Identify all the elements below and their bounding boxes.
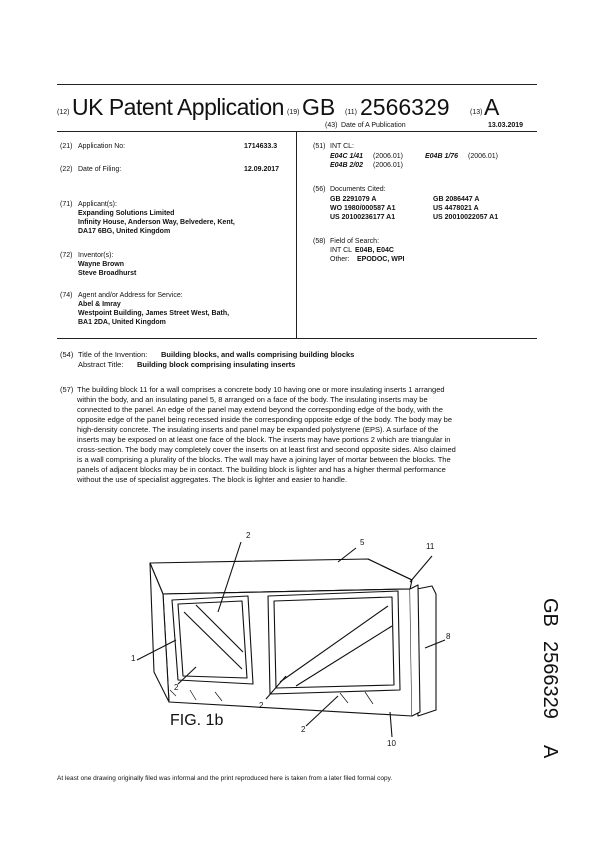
invention-title: Building blocks, and walls comprising building blocks [161, 350, 355, 359]
intcl-version: (2006.01) [373, 162, 403, 169]
pub-date-code: (43) [325, 122, 338, 129]
cited-document: GB 2086447 A [433, 196, 480, 203]
abstract-line: high-density concrete. The insulating inserts and panel may be expanded polystyrene (EPS). A surface of the [77, 425, 439, 434]
docs-code: (56) [313, 186, 326, 193]
cited-document: WO 1980/000587 A1 [330, 205, 396, 212]
intcl-code: (51) [313, 143, 326, 150]
applicant-line: Expanding Solutions Limited [78, 210, 175, 217]
label-2: 2 [246, 531, 251, 540]
label-2: 2 [301, 725, 306, 734]
label-10: 10 [387, 739, 396, 748]
country-code-19: (19) [287, 109, 300, 116]
abstract-line: inserts may be exposed on at least one face of the block. The inserts may have portions 2 which are triangular in [77, 435, 451, 444]
inventor-name: Steve Broadhurst [78, 270, 137, 277]
title-code: (54) [60, 350, 74, 359]
intcl-code-value: E04C 1/41 [330, 153, 364, 160]
label-1: 1 [131, 654, 136, 663]
field-other-label: Other: [330, 256, 350, 263]
filing-code: (22) [60, 166, 73, 173]
field-label: Field of Search: [330, 238, 380, 245]
agent-line: Westpoint Building, James Street West, Bath, [78, 310, 230, 317]
inventor-name: Wayne Brown [78, 261, 125, 268]
abstract-line: panels of adjacent blocks may be in contact. The building block is lighter and has a higher thermal performance [77, 465, 446, 474]
cited-document: US 20010022057 A1 [433, 214, 499, 221]
cited-document: US 4478021 A [433, 205, 479, 212]
side-number: 2566329 [539, 641, 561, 719]
agent-line: Abel & Imray [78, 301, 121, 308]
label-11: 11 [426, 542, 435, 551]
figure-caption: FIG. 1b [170, 712, 224, 729]
title-label: Title of the Invention: [78, 350, 148, 359]
kind: A [484, 94, 500, 120]
agent-line: BA1 2DA, United Kingdom [78, 319, 166, 326]
intcl-code-value: E04B 1/76 [425, 153, 459, 160]
applicant-line: DA17 6BG, United Kingdom [78, 228, 171, 235]
abstract-line: cross-section. The body may completely cover the inserts on at least first and second opposite sides. Also claimed [77, 445, 456, 454]
intcl-label: INT CL: [330, 143, 354, 150]
abstract-line: The building block 11 for a wall comprises a concrete body 10 having one or more insulating inserts 1 arranged [77, 385, 445, 394]
abstract-title: Building block comprising insulating inserts [137, 360, 296, 369]
country: GB [302, 94, 336, 120]
field-other: EPODOC, WPI [357, 256, 405, 263]
agent-code: (74) [60, 292, 73, 299]
filing-date: 12.09.2017 [244, 166, 280, 173]
intcl-version: (2006.01) [373, 153, 403, 160]
document-title: UK Patent Application [72, 94, 284, 120]
app-no-label: Application No: [78, 143, 126, 150]
abstract-line: without the use of specialist aggregates. The block is lighter and easier to handle. [77, 475, 348, 484]
agent-label: Agent and/or Address for Service: [78, 292, 183, 299]
filing-label: Date of Filing: [78, 166, 122, 173]
pub-date-label: Date of A Publication [341, 122, 406, 129]
inventor-code: (72) [60, 252, 73, 259]
side-country: GB [539, 598, 561, 627]
kind-code-12: (12) [57, 109, 70, 116]
abstract-line: opposite edge of the panel being recessed inside the corresponding opposite edge of the body. The body may be [77, 415, 452, 424]
footer-note: At least one drawing originally filed was informal and the print reproduced here is taken from a later filed formal copy. [57, 775, 393, 782]
applicant-code: (71) [60, 201, 73, 208]
label-2: 2 [259, 701, 264, 710]
applicant-line: Infinity House, Anderson Way, Belvedere, Kent, [78, 219, 235, 226]
docs-label: Documents Cited: [330, 186, 386, 193]
abstract-title-label: Abstract Title: [78, 360, 124, 369]
intcl-version: (2006.01) [468, 153, 498, 160]
label-2: 2 [174, 683, 179, 692]
field-intcl: E04B, E04C [355, 247, 394, 254]
field-code: (58) [313, 238, 326, 245]
field-intcl-label: INT CL [330, 247, 353, 254]
abstract-line: within the body, and an insulating panel 5, 8 arranged on a face of the body. The insulating inserts may be [77, 395, 428, 404]
label-8: 8 [446, 632, 451, 641]
intcl-code-value: E04B 2/02 [330, 162, 364, 169]
abstract-line: connected to the panel. An edge of the panel may extend beyond the corresponding edge of the body, with the [77, 405, 443, 414]
pub-date: 13.03.2019 [488, 122, 524, 129]
side-kind: A [539, 745, 561, 759]
app-no: 1714633.3 [244, 143, 278, 150]
app-no-code: (21) [60, 143, 73, 150]
inventor-label: Inventor(s): [78, 252, 114, 259]
cited-document: US 20100236177 A1 [330, 214, 396, 221]
publication-number: 2566329 [360, 94, 450, 120]
abstract-code: (57) [60, 385, 74, 394]
block-top-face [150, 559, 412, 594]
label-5: 5 [360, 538, 365, 547]
applicant-label: Applicant(s): [78, 201, 117, 208]
kind-code-13: (13) [470, 109, 483, 116]
abstract-line: is a wall comprising a plurality of the blocks. The wall may have a joining layer of mortar between the blocks. The [77, 455, 451, 464]
block-front-face [163, 589, 412, 716]
pub-code-11: (11) [345, 109, 357, 116]
cited-document: GB 2291079 A [330, 196, 377, 203]
